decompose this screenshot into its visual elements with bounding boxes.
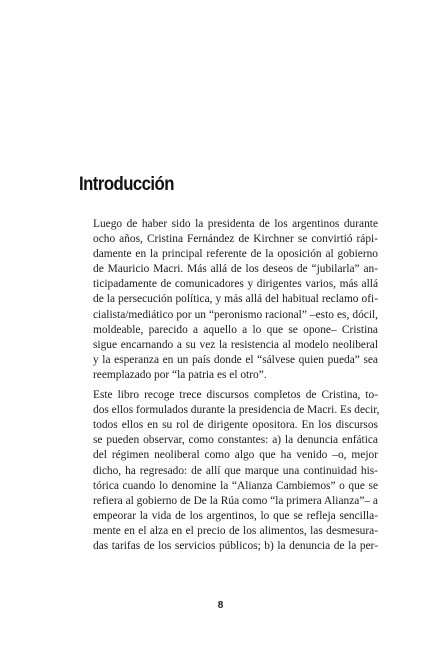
text-line: mente en el alza en el precio de los alimentos, las desmesura- [93, 524, 378, 537]
text-line: se pueden observar, como constantes: a) la denuncia enfática [93, 434, 378, 447]
body-text [79, 217, 378, 559]
text-line: de Mauricio Macri. Más allá de los deseos de “jubilarla” an- [93, 263, 378, 276]
text-line: de la persecución política, y más allá del habitual reclamo ofi- [93, 293, 378, 306]
text-line: moldeable, parecido a aquello a lo que se opone– Cristina [93, 323, 378, 336]
text-line: Este libro recoge trece discursos completos de Cristina, to- [93, 389, 378, 402]
text-line: del régimen neoliberal como algo que ha venido –o, mejor [93, 449, 378, 462]
chapter-title: Introducción [79, 174, 174, 195]
paragraph-2 [79, 388, 378, 554]
text-line: sigue encarnando a su vez la resistencia al modelo neoliberal [93, 338, 378, 351]
page-number: 8 [217, 600, 224, 611]
text-line: todos ellos en su rol de dirigente opositora. En los discursos [93, 419, 378, 432]
text-line: reemplazado por “la patria es el otro”. [93, 368, 267, 381]
text-line: das tarifas de los servicios públicos; b) la denuncia de la per- [93, 539, 378, 552]
text-line: ocho años, Cristina Fernández de Kirchner se convirtió rápi- [93, 233, 378, 246]
text-line: Luego de haber sido la presidenta de los argentinos durante [93, 218, 378, 230]
paragraph-1 [79, 217, 378, 383]
text-line: empeorar la vida de los argentinos, lo que se refleja sencilla- [93, 509, 378, 522]
text-line: damente en la principal referente de la oposición al gobierno [93, 248, 378, 261]
text-line: tórica cuando lo denomine la “Alianza Cambiemos” o que se [93, 479, 378, 492]
text-line: cialista/mediático por un “peronismo racional” –esto es, dócil, [93, 308, 378, 321]
text-line: ticipadamente de comunicadores y dirigentes varios, más allá [93, 278, 378, 291]
text-line: dos ellos formulados durante la presidencia de Macri. Es decir, [93, 404, 380, 417]
text-line: refiera al gobierno de De la Rúa como “la primera Alianza”– a [93, 494, 378, 507]
text-line: dicho, ha regresado: de allí que marque una continuidad his- [93, 464, 378, 477]
text-line: y la esperanza en un país donde el “sálvese quien pueda” sea [93, 353, 378, 366]
